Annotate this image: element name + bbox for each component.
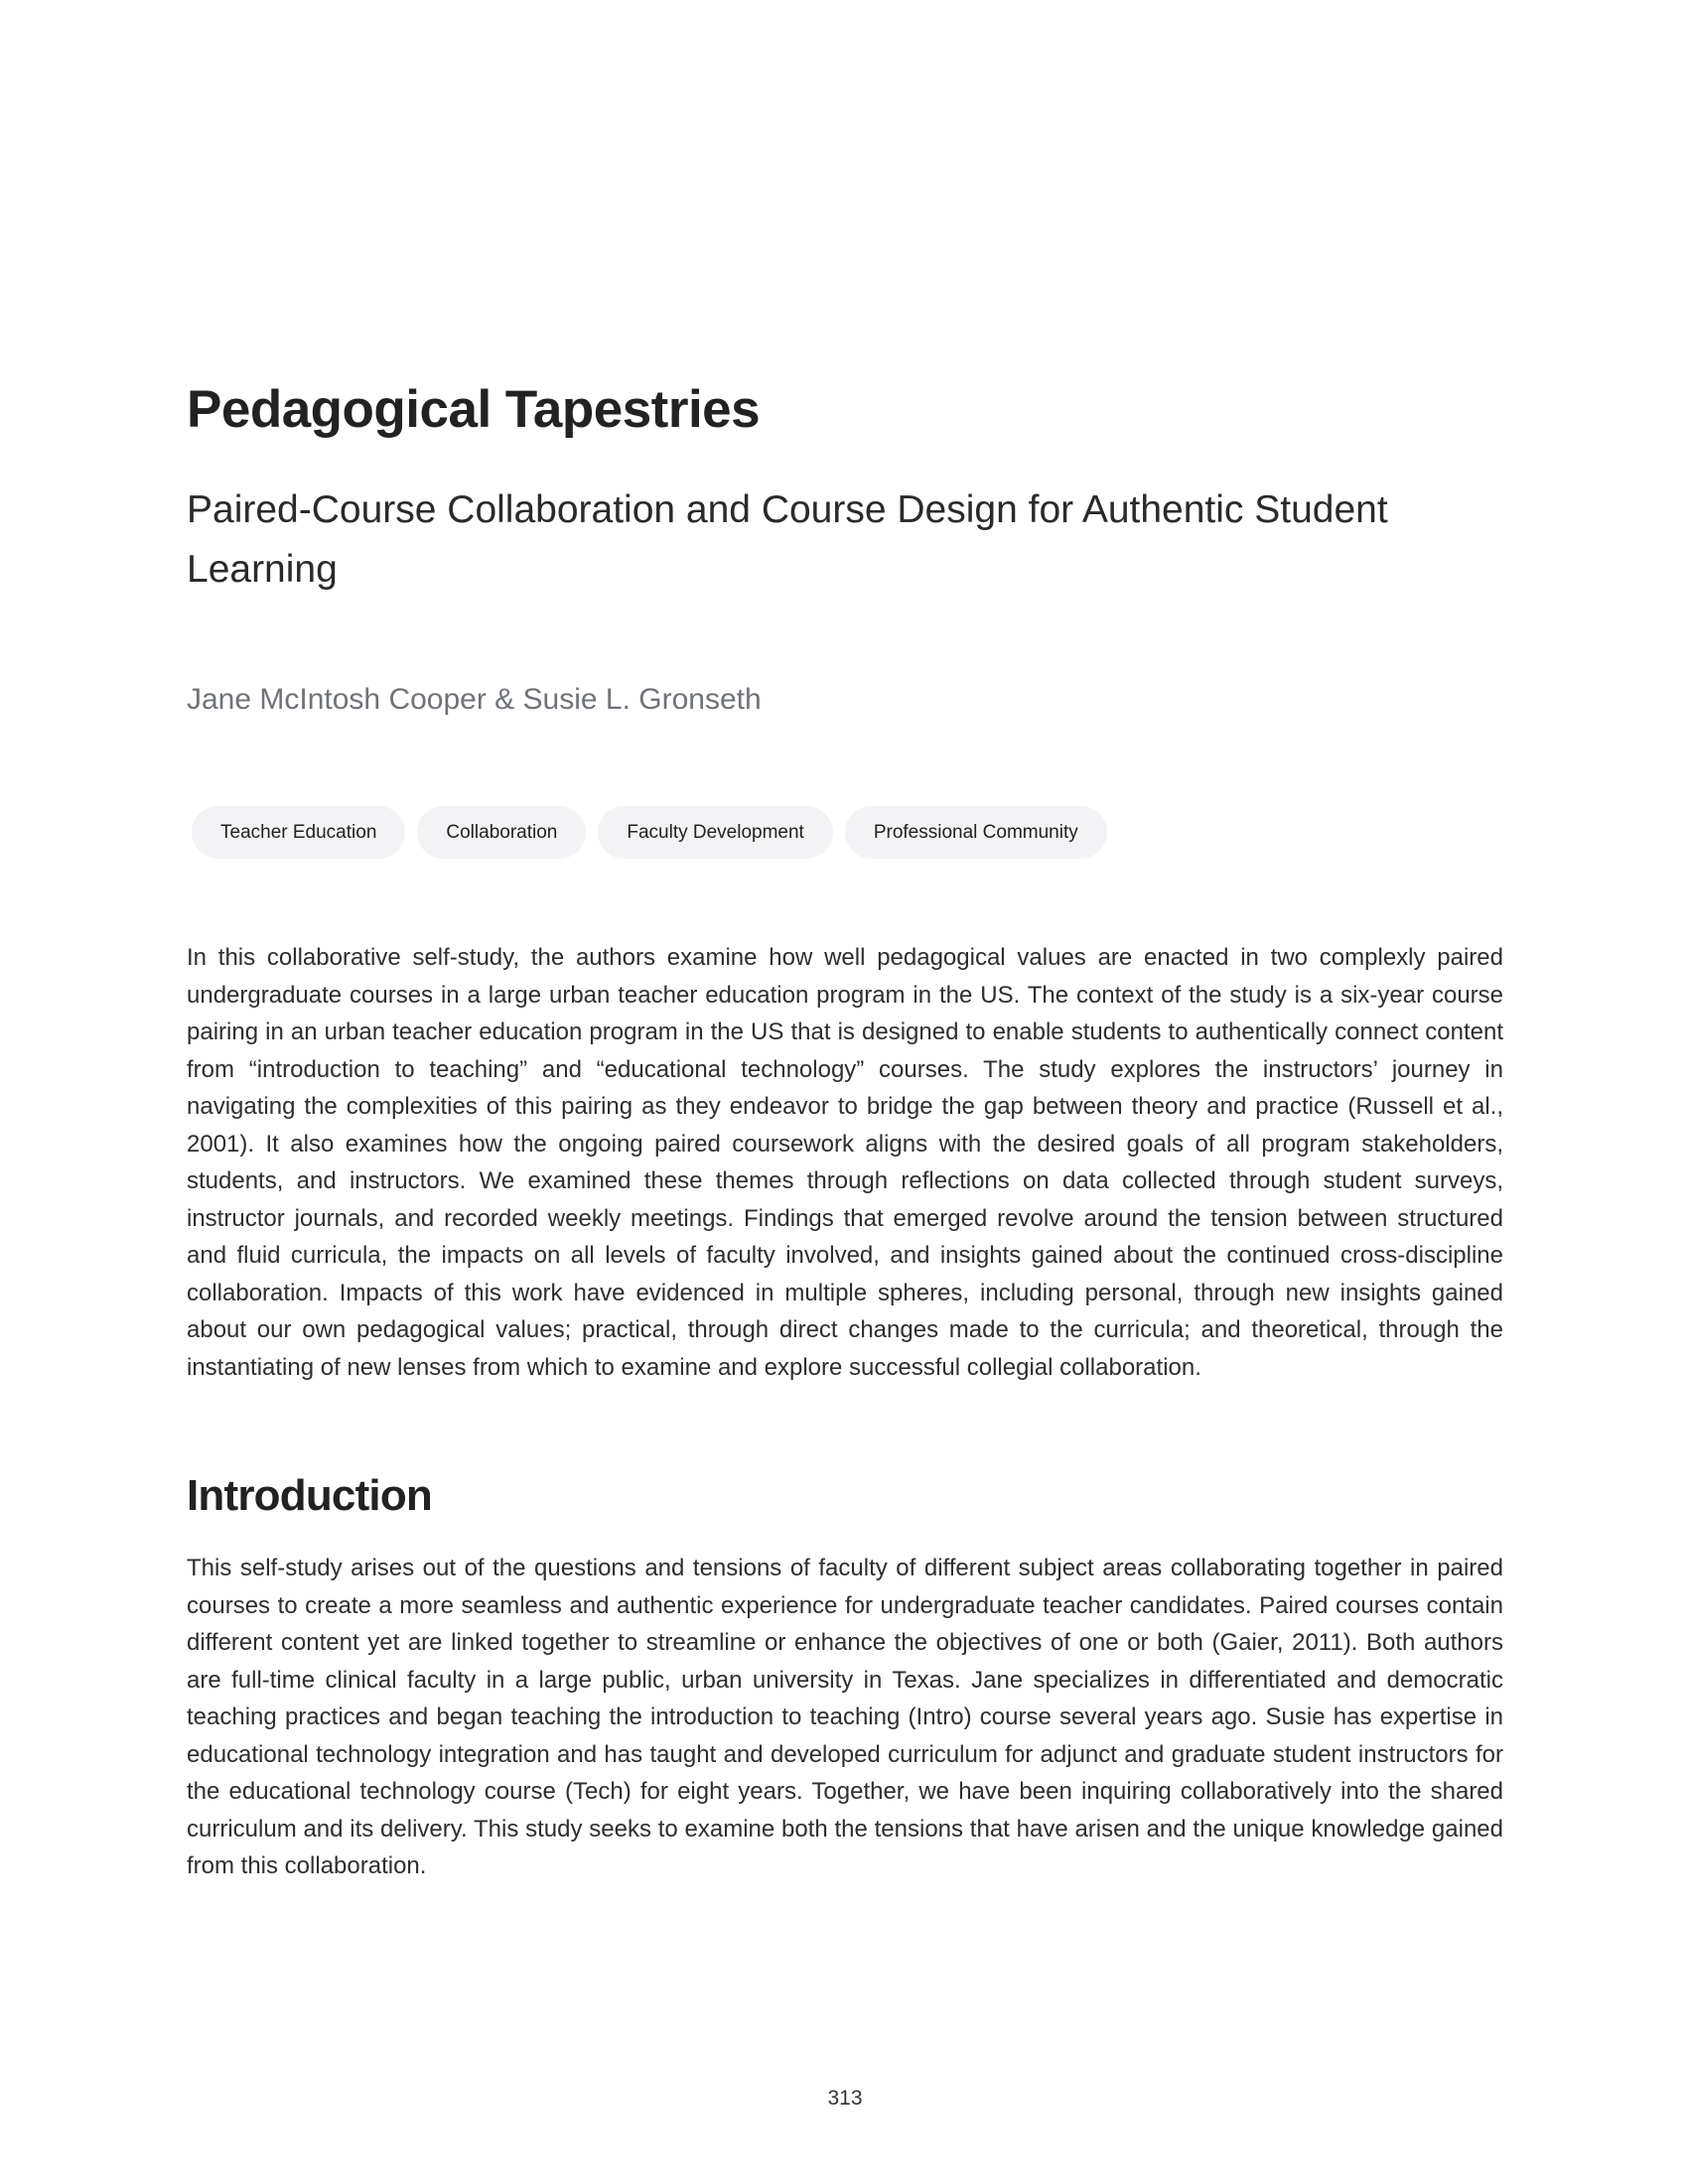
- keyword-tag[interactable]: Collaboration: [417, 806, 586, 859]
- keyword-tag[interactable]: Faculty Development: [598, 806, 832, 859]
- keyword-list: [192, 806, 1107, 859]
- article-subtitle: Paired-Course Collaboration and Course Design for Authentic Student Learning: [187, 488, 1388, 591]
- keyword-tag[interactable]: Professional Community: [845, 806, 1107, 859]
- introduction-paragraph: This self-study arises out of the questions and tensions of faculty of different subject areas collaborating together in paired courses to create a more seamless and authentic experience for undergraduate teacher candidates. Paired courses contain different content yet are linked together to streamline or enhance the objectives of one or both (Gaier, 2011). Both authors are full-time clinical faculty in a large public, urban university in Texas. Jane specializes in differentiated and democratic teaching practices and began teaching the introduction to teaching (Intro) course several years ago. Susie has expertise in educational technology integration and has taught and developed curriculum for adjunct and graduate student instructors for the educational technology course (Tech) for eight years. Together, we have been inquiring collaboratively into the shared curriculum and its delivery. This study seeks to examine both the tensions that have arisen and the unique knowledge gained from this collaboration.: [187, 1555, 1503, 1879]
- page-number: 313: [827, 2087, 863, 2110]
- article-title: Pedagogical Tapestries: [187, 380, 761, 439]
- keyword-tag[interactable]: Teacher Education: [192, 806, 405, 859]
- abstract-paragraph: In this collaborative self-study, the authors examine how well pedagogical values are enacted in two complexly paired undergraduate courses in a large urban teacher education program in the US. The context of the study is a six-year course pairing in an urban teacher education program in the US that is designed to enable students to authentically connect content from “introduction to teaching” and “educational technology” courses. The study explores the instructors’ journey in navigating the complexities of this pairing as they endeavor to bridge the gap between theory and practice (Russell et al., 2001). It also examines how the ongoing paired coursework aligns with the desired goals of all program stakeholders, students, and instructors. We examined these themes through reflections on data collected through student surveys, instructor journals, and recorded weekly meetings. Findings that emerged revolve around the tension between structured and fluid curricula, the impacts on all levels of faculty involved, and insights gained about the continued cross-discipline collaboration. Impacts of this work have evidenced in multiple spheres, including personal, through new insights gained about our own pedagogical values; practical, through direct changes made to the curricula; and theoretical, through the instantiating of new lenses from which to examine and explore successful collegial collaboration.: [187, 944, 1503, 1381]
- section-heading-introduction: Introduction: [187, 1471, 433, 1520]
- document-page: [187, 0, 1503, 2184]
- article-authors: Jane McIntosh Cooper & Susie L. Gronseth: [187, 683, 762, 716]
